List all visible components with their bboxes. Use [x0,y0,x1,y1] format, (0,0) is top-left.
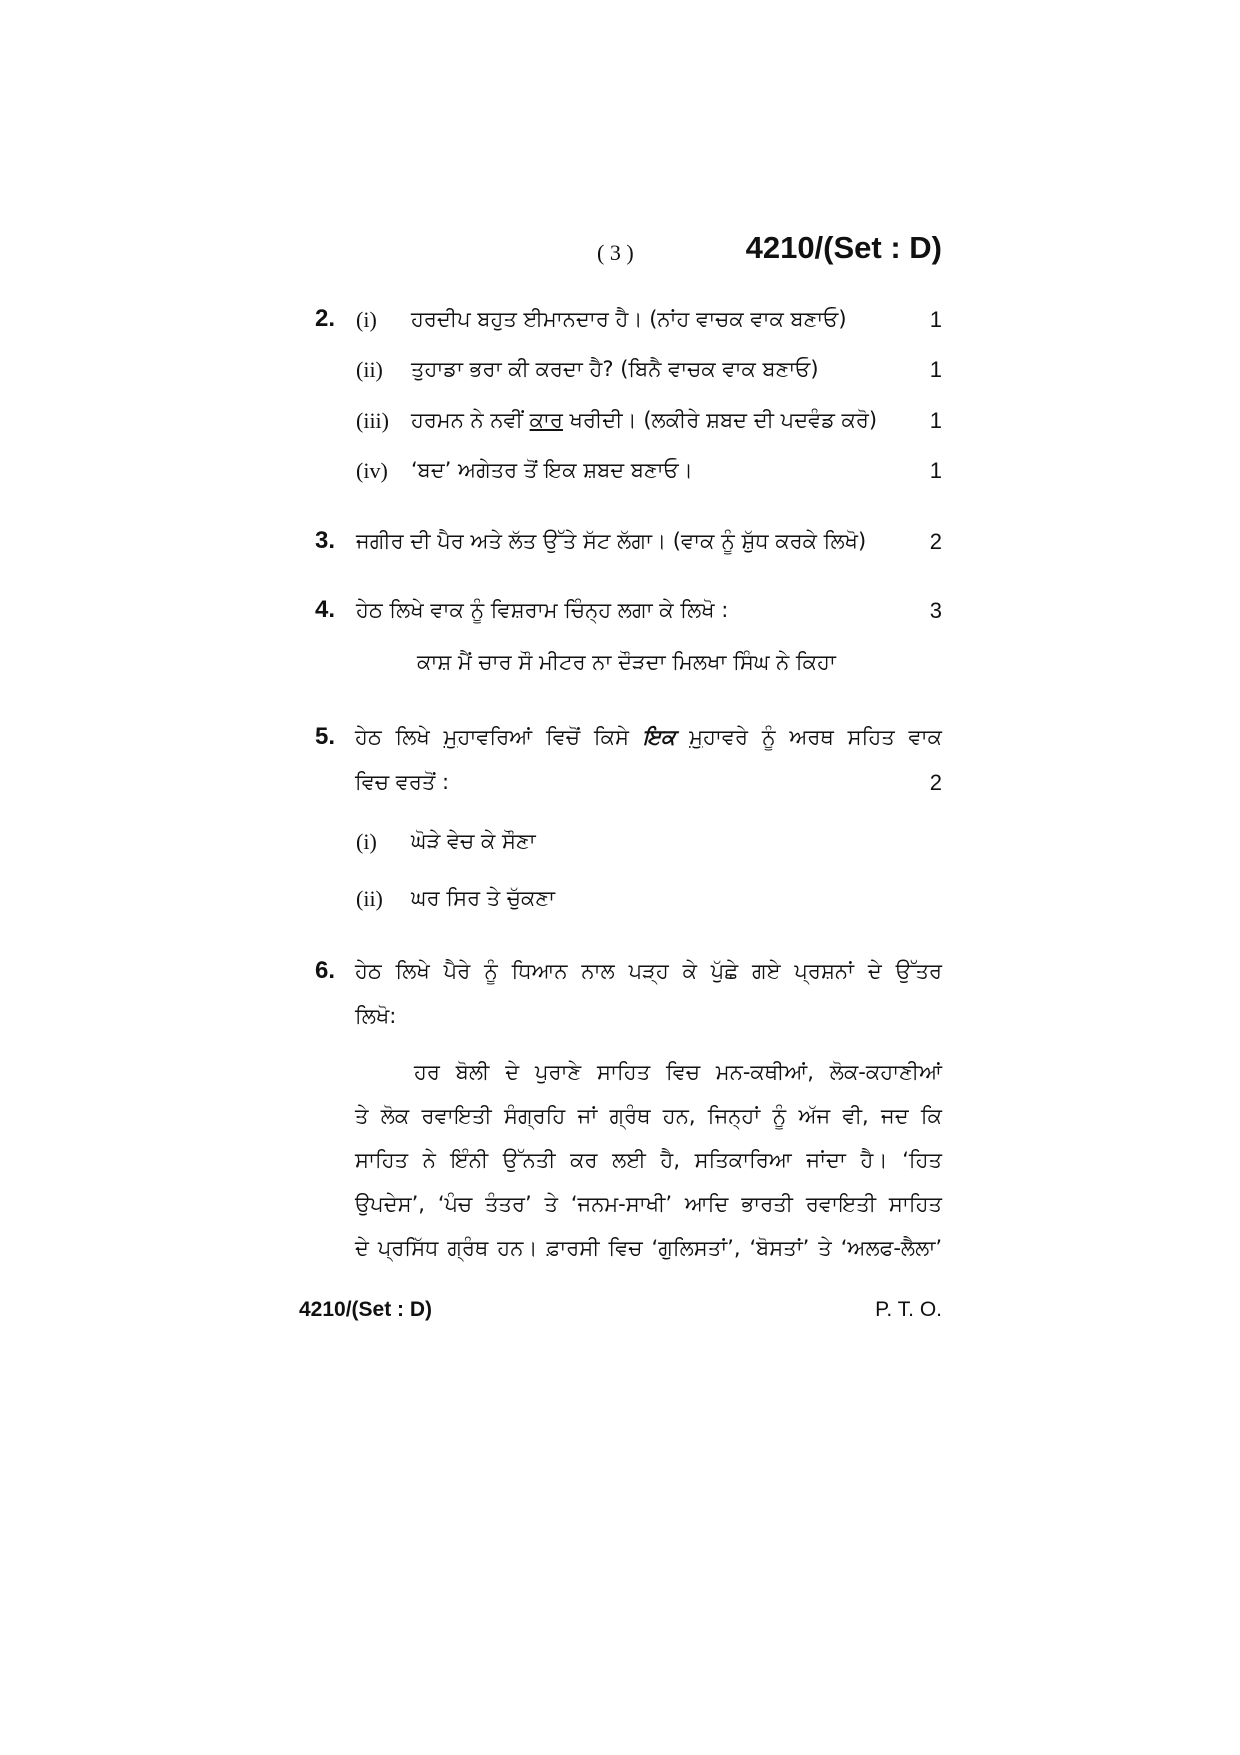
question-text: ਜਗੀਰ ਦੀ ਪੈਰ ਅਤੇ ਲੱਤ ਉੱਤੇ ਸੱਟ ਲੱਗਾ। (ਵਾਕ ਨੂੰ ਸ਼ੁੱਧ ਕਰਕੇ ਲਿਖੋ) [356,529,867,553]
text-part: ਹੇਠ ਲਿਖੇ [355,725,444,749]
text-part: ਹਾਵਰਿਆਂ ਵਿਚੋਂ ਕਿਸੇ [457,725,643,749]
item-text: ਹਰਦੀਪ ਬਹੁਤ ਈਮਾਨਦਾਰ ਹੈ। (ਨਾਂਹ ਵਾਚਕ ਵਾਕ ਬਣਾਓ) [411,307,847,331]
underlined-word: ਕਾਰ [529,408,563,432]
question-text [355,725,942,750]
question-text: ਹੇਠ ਲਿਖੇ ਵਾਕ ਨੂੰ ਵਿਸ਼ਰਾਮ ਚਿੰਨ੍ਹ ਲਗਾ ਕੇ ਲਿਖੋ : [356,598,729,622]
item-label: (iii) [356,408,389,433]
paper-code-header: 4210/(Set : D) [745,230,942,265]
marks: 2 [929,770,942,795]
passage-line: ਤੇ ਲੋਕ ਰਵਾਇਤੀ ਸੰਗ੍ਰਹਿ ਜਾਂ ਗ੍ਰੰਥ ਹਨ, ਜਿਨ੍ਹਾਂ ਨੂੰ ਅੱਜ ਵੀ, ਜਦ ਕਿ [355,1104,942,1128]
marks: 3 [929,598,942,623]
marks: 1 [929,357,942,382]
marks: 2 [929,529,942,554]
option-label: (ii) [356,886,383,911]
underlined-text: ਮੁ [689,725,704,749]
passage-line: ਹਰ ਬੋਲੀ ਦੇ ਪੁਰਾਣੇ ਸਾਹਿਤ ਵਿਚ ਮਨ-ਕਥੀਆਂ, ਲੋਕ-ਕਹਾਣੀਆਂ [414,1060,942,1084]
passage-line: ਦੇ ਪ੍ਰਸਿੱਧ ਗ੍ਰੰਥ ਹਨ। ਫ਼ਾਰਸੀ ਵਿਚ ‘ਗੁਲਿਸਤਾਂ’, ‘ਬੋਸਤਾਂ’ ਤੇ ‘ਅਲਫ-ਲੈਲਾ’ [355,1236,942,1260]
item-text [411,408,877,433]
passage-line: ਸਾਹਿਤ ਨੇ ਇੰਨੀ ਉੱਨਤੀ ਕਰ ਲਈ ਹੈ, ਸਤਿਕਾਰਿਆ ਜਾਂਦਾ ਹੈ। ‘ਹਿਤ [355,1148,942,1172]
text-part: ਹਰਮਨ ਨੇ ਨਵੀਂ [411,408,530,432]
marks: 1 [929,307,942,332]
marks: 1 [929,408,942,433]
item-text: ਤੁਹਾਡਾ ਭਰਾ ਕੀ ਕਰਦਾ ਹੈ? (ਬਿਨੈ ਵਾਚਕ ਵਾਕ ਬਣਾਓ) [411,357,819,381]
item-label: (i) [356,307,377,332]
page-number: ( 3 ) [597,240,634,265]
question-text: ਹੇਠ ਲਿਖੇ ਪੈਰੇ ਨੂੰ ਧਿਆਨ ਨਾਲ ਪੜ੍ਹ ਕੇ ਪੁੱਛੇ ਗਏ ਪ੍ਰਸ਼ਨਾਂ ਦੇ ਉੱਤਰ [355,959,942,983]
question-text-line-2: ਵਿਚ ਵਰਤੋਂ : [355,770,450,794]
passage-line: ਉਪਦੇਸ’, ‘ਪੰਚ ਤੰਤਰ’ ਤੇ ‘ਜਨਮ-ਸਾਖੀ’ ਆਦਿ ਭਾਰਤੀ ਰਵਾਇਤੀ ਸਾਹਿਤ [355,1192,942,1216]
item-label: (iv) [356,458,388,483]
option-text: ਘੋੜੇ ਵੇਚ ਕੇ ਸੌਣਾ [411,829,536,853]
underlined-text: ਮੁ [443,725,458,749]
marks: 1 [929,458,942,483]
text-part: ਖਰੀਦੀ। (ਲਕੀਰੇ ਸ਼ਬਦ ਦੀ ਪਦਵੰਡ ਕਰੋ) [562,408,878,432]
question-number: 5. [315,723,336,750]
item-label: (ii) [356,357,383,382]
paper-code-footer: 4210/(Set : D) [299,1298,433,1321]
question-number: 6. [315,957,336,984]
item-text: ‘ਬਦ’ ਅਗੇਤਰ ਤੋਂ ਇਕ ਸ਼ਬਦ ਬਣਾਓ। [411,458,693,482]
question-number: 4. [315,596,336,623]
text-part [675,725,689,749]
option-label: (i) [356,829,377,854]
sentence-to-punctuate: ਕਾਸ਼ ਮੈਂ ਚਾਰ ਸੌ ਮੀਟਰ ਨਾ ਦੌੜਦਾ ਮਿਲਖਾ ਸਿੰਘ ਨੇ ਕਿਹਾ [417,650,836,674]
text-part: ਹਾਵਰੇ ਨੂੰ ਅਰਥ ਸਹਿਤ ਵਾਕ [703,725,942,749]
question-number: 3. [315,527,336,554]
option-text: ਘਰ ਸਿਰ ਤੇ ਚੁੱਕਣਾ [411,886,556,910]
question-text-line-2: ਲਿਖੋ: [355,1004,397,1028]
please-turn-over: P. T. O. [875,1298,942,1321]
emphasized-word: ਇਕ [642,725,676,749]
question-number: 2. [315,305,336,332]
